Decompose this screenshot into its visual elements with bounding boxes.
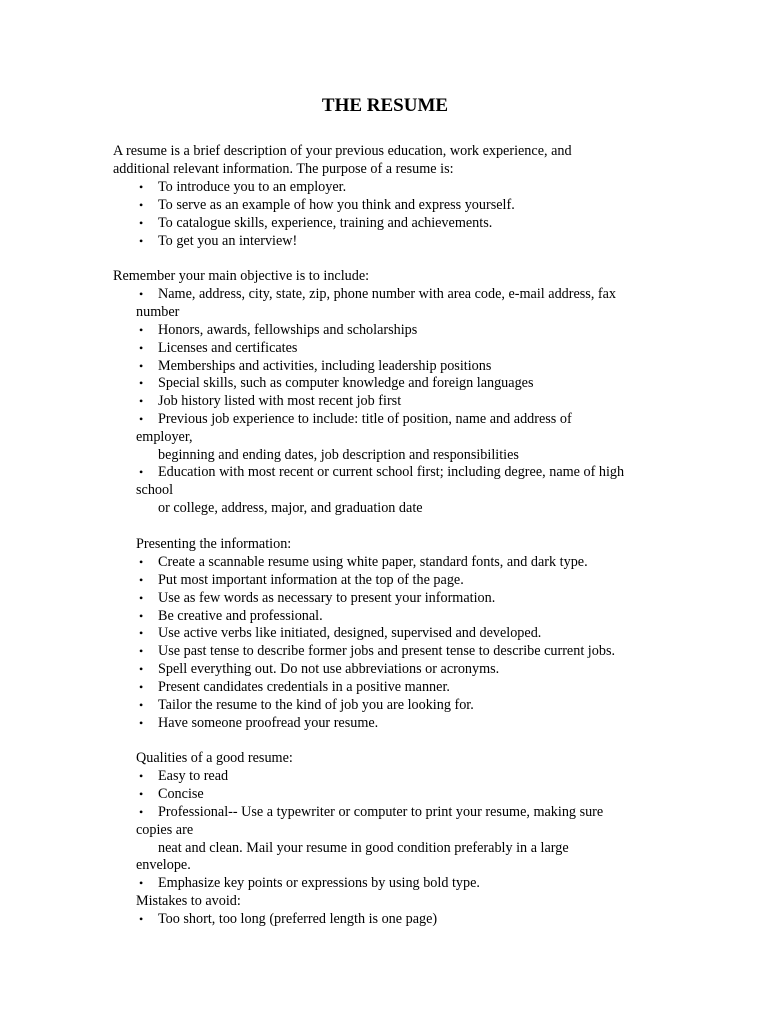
bullet-icon: •: [139, 591, 144, 605]
bullet-icon: •: [139, 198, 144, 212]
intro-line-1: A resume is a brief description of your previous education, work experience, and: [113, 143, 572, 159]
mistakes-heading: Mistakes to avoid:: [136, 893, 241, 909]
bullet-icon: •: [139, 465, 144, 479]
bullet-text: Honors, awards, fellowships and scholarships: [158, 322, 418, 338]
bullet-icon: •: [139, 626, 144, 640]
bullet-text: Licenses and certificates: [158, 340, 298, 356]
bullet-text: Memberships and activities, including leadership positions: [158, 358, 492, 374]
presenting-bullet-1: [139, 553, 588, 571]
bullet-text: Professional-- Use a typewriter or computer to print your resume, making sure: [158, 804, 604, 820]
qualities-bullet-2: [139, 785, 204, 803]
bullet-text: Concise: [158, 786, 204, 802]
objective-bullet-1-wrap: number: [136, 304, 180, 320]
bullet-text: To serve as an example of how you think and express yourself.: [158, 197, 515, 213]
bullet-text: Education with most recent or current school first; including degree, name of high: [158, 464, 625, 480]
bullet-icon: •: [139, 662, 144, 676]
intro-bullet-4: [139, 232, 298, 250]
presenting-bullet-3: [139, 589, 496, 607]
page-title: THE RESUME: [321, 95, 449, 116]
bullet-icon: •: [139, 680, 144, 694]
objective-bullet-1: [139, 285, 617, 303]
bullet-icon: •: [139, 787, 144, 801]
bullet-text: Be creative and professional.: [158, 608, 323, 624]
objective-bullet-7: [139, 410, 572, 428]
bullet-icon: •: [139, 573, 144, 587]
bullet-text: Tailor the resume to the kind of job you are looking for.: [158, 697, 474, 713]
intro-bullet-1: [139, 178, 347, 196]
bullet-text: Spell everything out. Do not use abbreviations or acronyms.: [158, 661, 500, 677]
qualities-bullet-3-cont-wrap: envelope.: [136, 857, 191, 873]
bullet-icon: •: [139, 769, 144, 783]
objective-bullet-3: [139, 339, 298, 357]
presenting-bullet-5: [139, 624, 542, 642]
bullet-text: Name, address, city, state, zip, phone number with area code, e-mail address, fax: [158, 286, 617, 302]
presenting-bullet-10: [139, 714, 379, 732]
bullet-icon: •: [139, 609, 144, 623]
bullet-text: Use as few words as necessary to present your information.: [158, 590, 496, 606]
bullet-text: Present candidates credentials in a positive manner.: [158, 679, 450, 695]
bullet-text: Put most important information at the top of the page.: [158, 572, 464, 588]
bullet-text: Easy to read: [158, 768, 229, 784]
bullet-icon: •: [139, 323, 144, 337]
bullet-icon: •: [139, 412, 144, 426]
qualities-bullet-1: [139, 767, 229, 785]
bullet-icon: •: [139, 359, 144, 373]
presenting-bullet-8: [139, 678, 450, 696]
qualities-bullet-3: [139, 803, 604, 821]
bullet-text: Job history listed with most recent job first: [158, 393, 402, 409]
objective-bullet-6: [139, 392, 402, 410]
bullet-text: To catalogue skills, experience, training and achievements.: [158, 215, 493, 231]
objective-bullet-8-cont: or college, address, major, and graduation date: [158, 500, 423, 516]
presenting-bullet-4: [139, 607, 323, 625]
bullet-text: Previous job experience to include: title of position, name and address of: [158, 411, 572, 427]
objective-bullet-8: [139, 463, 625, 481]
intro-bullet-2: [139, 196, 515, 214]
presenting-bullet-6: [139, 642, 616, 660]
bullet-text: Emphasize key points or expressions by using bold type.: [158, 875, 480, 891]
objective-bullet-7-cont: beginning and ending dates, job description and responsibilities: [158, 447, 519, 463]
objective-bullet-4: [139, 357, 492, 375]
mistakes-bullet-1: [139, 910, 438, 928]
bullet-text: Use active verbs like initiated, designed, supervised and developed.: [158, 625, 542, 641]
qualities-heading: Qualities of a good resume:: [136, 750, 293, 766]
bullet-icon: •: [139, 555, 144, 569]
bullet-text: To introduce you to an employer.: [158, 179, 347, 195]
intro-bullet-3: [139, 214, 493, 232]
presenting-bullet-2: [139, 571, 464, 589]
bullet-text: Use past tense to describe former jobs and present tense to describe current jobs.: [158, 643, 616, 659]
bullet-icon: •: [139, 234, 144, 248]
objective-bullet-8-wrap: school: [136, 482, 174, 498]
presenting-heading: Presenting the information:: [136, 536, 292, 552]
intro-line-2: additional relevant information. The purpose of a resume is:: [113, 161, 454, 177]
bullet-icon: •: [139, 394, 144, 408]
objective-heading: Remember your main objective is to include:: [113, 268, 370, 284]
bullet-text: To get you an interview!: [158, 233, 298, 249]
bullet-icon: •: [139, 716, 144, 730]
bullet-icon: •: [139, 805, 144, 819]
objective-bullet-2: [139, 321, 418, 339]
bullet-text: Have someone proofread your resume.: [158, 715, 379, 731]
bullet-icon: •: [139, 376, 144, 390]
objective-bullet-7-wrap: employer,: [136, 429, 193, 445]
bullet-icon: •: [139, 644, 144, 658]
bullet-icon: •: [139, 216, 144, 230]
qualities-bullet-3-wrap: copies are: [136, 822, 194, 838]
bullet-text: Too short, too long (preferred length is one page): [158, 911, 438, 927]
bullet-icon: •: [139, 180, 144, 194]
bullet-icon: •: [139, 287, 144, 301]
presenting-bullet-7: [139, 660, 500, 678]
objective-bullet-5: [139, 374, 534, 392]
qualities-bullet-3-cont: neat and clean. Mail your resume in good condition preferably in a large: [158, 840, 569, 856]
bullet-text: Special skills, such as computer knowledge and foreign languages: [158, 375, 534, 391]
bullet-icon: •: [139, 876, 144, 890]
bullet-text: Create a scannable resume using white paper, standard fonts, and dark type.: [158, 554, 588, 570]
bullet-icon: •: [139, 912, 144, 926]
bullet-icon: •: [139, 698, 144, 712]
presenting-bullet-9: [139, 696, 474, 714]
bullet-icon: •: [139, 341, 144, 355]
qualities-bullet-4: [139, 874, 480, 892]
